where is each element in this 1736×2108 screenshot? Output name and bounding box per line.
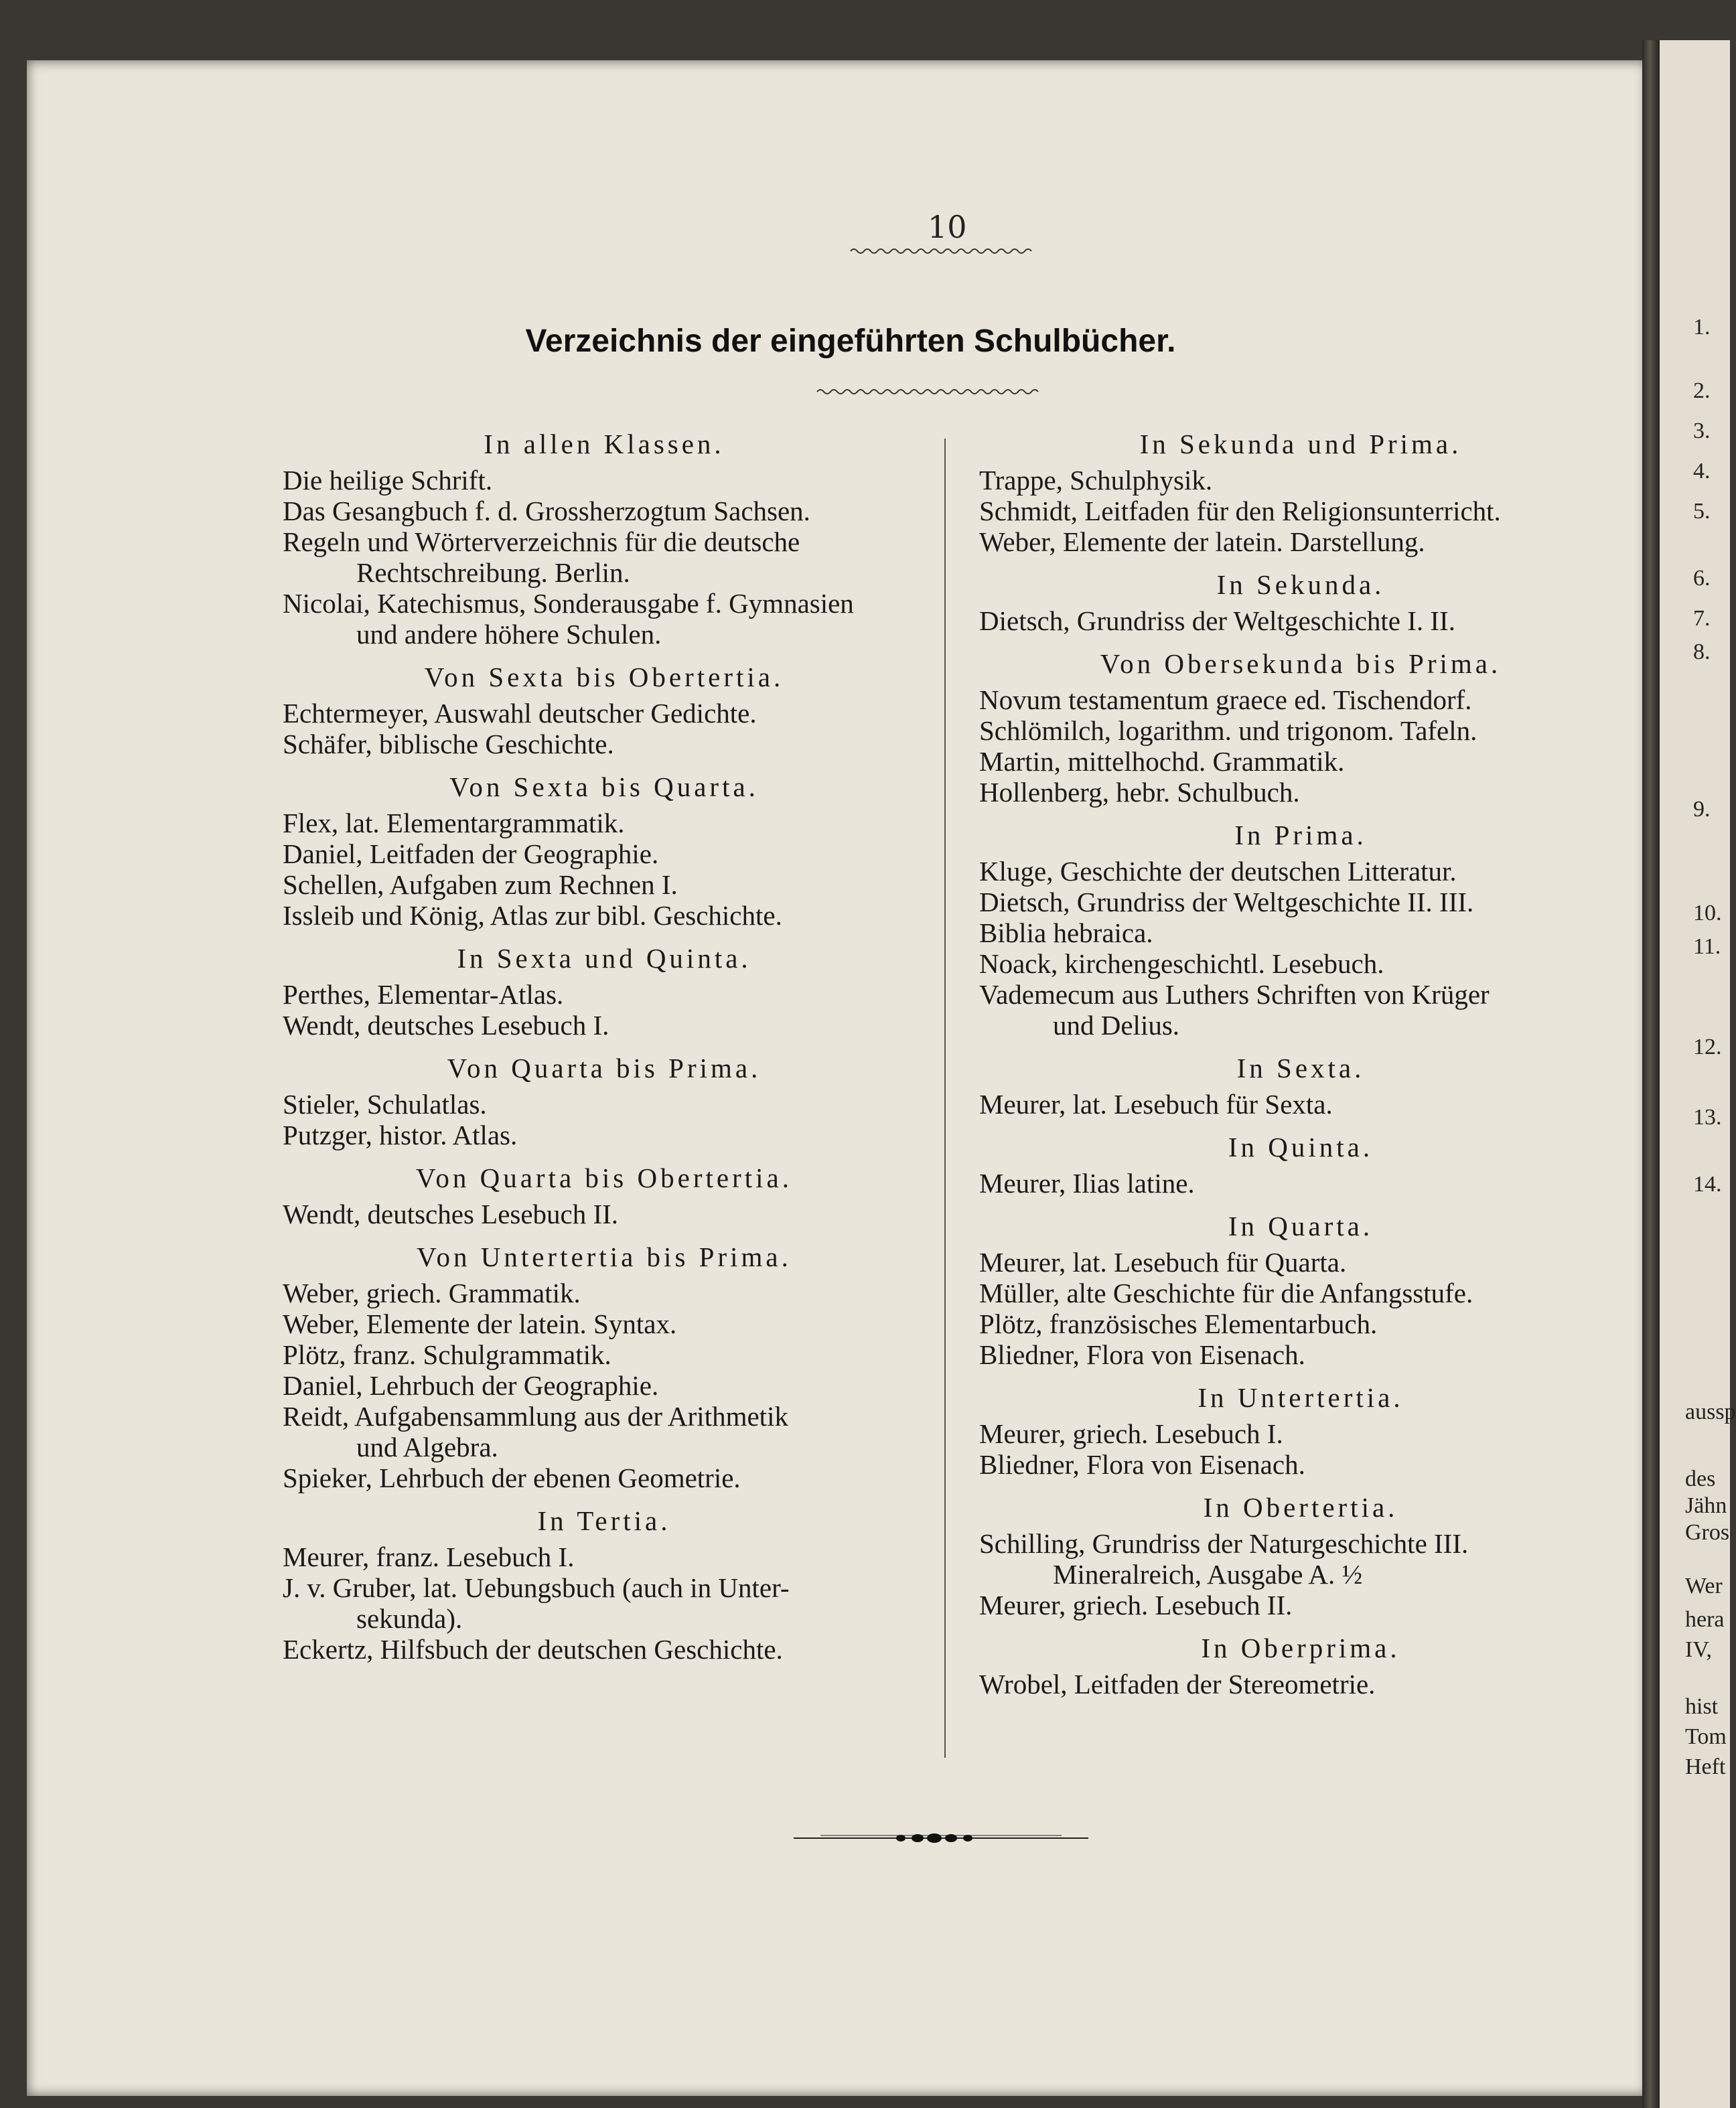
book-entry: [979, 917, 1622, 948]
left-column: [283, 429, 926, 1665]
book-entry-text: Wrobel, Leitfaden der Stereometrie.: [979, 1669, 1376, 1700]
book-entry-text: Nicolai, Katechismus, Sonderausgabe f. Gymnasien: [283, 588, 854, 619]
book-entry-text: Dietsch, Grundriss der Weltgeschichte II. III.: [979, 887, 1474, 917]
book-entry-text: Dietsch, Grundriss der Weltgeschichte I. II.: [979, 605, 1455, 636]
book-entry-text: Reidt, Aufgabensammlung aus der Arithmetik: [283, 1401, 788, 1432]
book-entry: [979, 1168, 1622, 1199]
book-entry-text: Schmidt, Leitfaden für den Religionsunterricht.: [979, 496, 1501, 526]
page-number-underline: [851, 246, 1031, 256]
book-entry-text: Novum testamentum graece ed. Tischendorf.: [979, 684, 1472, 715]
adjacent-page-fragment: 3.: [1693, 419, 1711, 443]
book-entry: [979, 777, 1622, 808]
book-entry: [283, 808, 926, 838]
adjacent-page-fragment: Gros: [1685, 1520, 1730, 1545]
book-entry: [283, 869, 926, 900]
book-entry-continuation: und andere höhere Schulen.: [356, 619, 662, 650]
section-heading: Von Untertertia bis Prima.: [417, 1241, 792, 1272]
book-entry-text: Eckertz, Hilfsbuch der deutschen Geschichte.: [283, 1634, 783, 1665]
book-entry-continuation: Rechtschreibung. Berlin.: [356, 557, 630, 588]
section-heading: In Tertia.: [537, 1505, 671, 1536]
adjacent-page-fragment: Wer: [1685, 1574, 1723, 1598]
adjacent-page-fragment: hera: [1685, 1607, 1725, 1632]
adjacent-page-fragment: 2.: [1693, 378, 1711, 403]
book-entry-text: Meurer, lat. Lesebuch für Sexta.: [979, 1089, 1333, 1120]
book-entry: [283, 698, 926, 729]
book-entry-text: Schäfer, biblische Geschichte.: [283, 729, 614, 759]
book-entry-text: Biblia hebraica.: [979, 917, 1153, 948]
book-entry-text: Spieker, Lehrbuch der ebenen Geometrie.: [283, 1462, 741, 1493]
book-entry: [283, 1541, 926, 1572]
adjacent-page-fragment: IV,: [1685, 1637, 1712, 1662]
book-entry-text: Schlömilch, logarithm. und trigonom. Tafeln.: [979, 715, 1477, 746]
book-entry: [283, 1462, 926, 1493]
book-spine: [1642, 40, 1661, 2108]
adjacent-page-fragment: 1.: [1693, 315, 1711, 340]
section-heading: In Obertertia.: [1203, 1492, 1398, 1523]
section-heading: In Oberprima.: [1201, 1633, 1400, 1663]
section-heading: In Quinta.: [1228, 1132, 1374, 1162]
book-entry: [979, 715, 1622, 746]
book-entry-text: Das Gesangbuch f. d. Grossherzogtum Sachsen.: [283, 496, 810, 526]
book-entry: [979, 684, 1622, 715]
book-entry-text: Issleib und König, Atlas zur bibl. Geschichte.: [283, 900, 782, 931]
book-entry-text: Weber, Elemente der latein. Darstellung.: [979, 526, 1425, 557]
adjacent-page-fragment: 11.: [1693, 934, 1721, 959]
book-entry-text: Stieler, Schulatlas.: [283, 1089, 487, 1120]
book-entry: [283, 526, 926, 588]
book-entry-continuation: sekunda).: [356, 1603, 463, 1634]
book-entry-text: Meurer, franz. Lesebuch I.: [283, 1541, 575, 1572]
book-entry: [283, 1199, 926, 1229]
section-heading: Von Sexta bis Quarta.: [449, 771, 759, 802]
title-underline: [817, 387, 1038, 396]
book-entry-text: Flex, lat. Elementargrammatik.: [283, 808, 625, 838]
book-entry: [979, 1247, 1622, 1278]
adjacent-page-fragment: Jähn: [1685, 1493, 1727, 1518]
book-entry-text: Meurer, Ilias latine.: [979, 1168, 1195, 1199]
book-entry: [283, 465, 926, 496]
book-entry: [283, 588, 926, 650]
book-entry: [283, 1339, 926, 1370]
book-entry: [283, 1278, 926, 1308]
book-entry: [283, 979, 926, 1010]
book-entry-continuation: Mineralreich, Ausgabe A. ½: [1053, 1559, 1363, 1590]
book-entry-text: Die heilige Schrift.: [283, 465, 493, 496]
adjacent-page-fragment: 9.: [1693, 797, 1711, 822]
book-entry: [979, 746, 1622, 777]
book-entry-text: Schellen, Aufgaben zum Rechnen I.: [283, 869, 678, 900]
book-entry: [283, 1370, 926, 1401]
book-entry: [283, 496, 926, 526]
adjacent-page-fragment: Heft: [1685, 1754, 1726, 1779]
book-entry-text: Daniel, Lehrbuch der Geographie.: [283, 1370, 659, 1401]
book-entry: [283, 1089, 926, 1120]
book-entry: [979, 948, 1622, 979]
book-entry: [979, 526, 1622, 557]
page-number: 10: [928, 209, 967, 245]
section-heading: In Sexta und Quinta.: [457, 943, 751, 974]
book-entry: [979, 1528, 1622, 1590]
book-entry: [283, 729, 926, 759]
book-entry: [979, 1308, 1622, 1339]
book-entry-text: Regeln und Wörterverzeichnis für die deutsche: [283, 526, 800, 557]
book-entry-text: Plötz, franz. Schulgrammatik.: [283, 1339, 611, 1370]
section-heading: Von Quarta bis Obertertia.: [416, 1162, 792, 1193]
book-entry: [979, 1590, 1622, 1621]
book-entry: [283, 1634, 926, 1665]
book-entry: [979, 979, 1622, 1041]
book-entry-text: Meurer, lat. Lesebuch für Quarta.: [979, 1247, 1347, 1278]
book-entry-text: Schilling, Grundriss der Naturgeschichte III.: [979, 1528, 1469, 1559]
adjacent-page-fragment: 8.: [1693, 639, 1711, 664]
book-entry-text: Müller, alte Geschichte für die Anfangsstufe.: [979, 1278, 1473, 1308]
book-entry: [979, 605, 1622, 636]
section-heading: Von Obersekunda bis Prima.: [1100, 648, 1502, 679]
book-entry: [283, 1572, 926, 1634]
book-entry-text: Daniel, Leitfaden der Geographie.: [283, 838, 659, 869]
section-heading: In Quarta.: [1228, 1211, 1374, 1241]
adjacent-page-fragment: 7.: [1693, 606, 1711, 631]
adjacent-page-fragment: 4.: [1693, 459, 1711, 483]
book-entry-text: Meurer, griech. Lesebuch II.: [979, 1590, 1293, 1621]
book-entry-text: Wendt, deutsches Lesebuch I.: [283, 1010, 609, 1041]
book-entry: [979, 1449, 1622, 1480]
adjacent-page-fragment: 5.: [1693, 499, 1711, 524]
book-entry-continuation: und Delius.: [1053, 1010, 1180, 1041]
section-heading: In allen Klassen.: [484, 429, 725, 459]
adjacent-page-fragment: 6.: [1693, 566, 1711, 591]
book-entry: [283, 1010, 926, 1041]
book-entry: [979, 465, 1622, 496]
book-entry: [979, 1278, 1622, 1308]
book-entry-text: Noack, kirchengeschichtl. Lesebuch.: [979, 948, 1384, 979]
book-entry-text: Plötz, französisches Elementarbuch.: [979, 1308, 1378, 1339]
book-entry-text: J. v. Gruber, lat. Uebungsbuch (auch in Unter-: [283, 1572, 790, 1603]
end-ornament: [794, 1828, 1088, 1848]
book-entry: [283, 1401, 926, 1462]
book-entry: [283, 838, 926, 869]
book-entry: [979, 1339, 1622, 1370]
book-entry-text: Trappe, Schulphysik.: [979, 465, 1213, 496]
section-heading: In Untertertia.: [1198, 1382, 1404, 1413]
adjacent-page-fragment: aussp: [1685, 1400, 1736, 1424]
book-entry-text: Vademecum aus Luthers Schriften von Krüger: [979, 979, 1490, 1010]
book-entry-text: Meurer, griech. Lesebuch I.: [979, 1418, 1283, 1449]
book-entry-text: Weber, Elemente der latein. Syntax.: [283, 1308, 677, 1339]
adjacent-page-fragment: des: [1685, 1466, 1716, 1491]
book-entry-text: Martin, mittelhochd. Grammatik.: [979, 746, 1345, 777]
book-entry: [979, 496, 1622, 526]
book-entry: [979, 1089, 1622, 1120]
page-title: Verzeichnis der eingeführten Schulbücher.: [525, 323, 1176, 359]
adjacent-page-fragment: 13.: [1693, 1105, 1722, 1130]
section-heading: Von Quarta bis Prima.: [447, 1053, 762, 1083]
book-entry-text: Wendt, deutsches Lesebuch II.: [283, 1199, 619, 1229]
adjacent-page-fragment: Tom: [1685, 1724, 1727, 1749]
book-entry-text: Bliedner, Flora von Eisenach.: [979, 1449, 1305, 1480]
book-entry: [979, 856, 1622, 887]
adjacent-page-fragment: 10.: [1693, 901, 1722, 925]
book-entry-text: Putzger, histor. Atlas.: [283, 1120, 518, 1150]
book-entry-text: Bliedner, Flora von Eisenach.: [979, 1339, 1305, 1370]
book-entry: [979, 887, 1622, 917]
section-heading: In Prima.: [1234, 820, 1367, 850]
book-entry-text: Perthes, Elementar-Atlas.: [283, 979, 564, 1010]
section-heading: In Sexta.: [1236, 1053, 1365, 1083]
column-divider: [944, 439, 946, 1758]
book-entry: [283, 1120, 926, 1150]
section-heading: In Sekunda.: [1216, 569, 1385, 600]
book-entry: [979, 1669, 1622, 1700]
document-page: [27, 60, 1648, 2096]
adjacent-page-fragment: 12.: [1693, 1035, 1722, 1059]
book-entry: [283, 1308, 926, 1339]
right-column: [979, 429, 1622, 1700]
book-entry-text: Echtermeyer, Auswahl deutscher Gedichte.: [283, 698, 757, 729]
adjacent-page-edge: [1660, 40, 1736, 2108]
adjacent-page-fragment: 14.: [1693, 1172, 1722, 1197]
book-entry-text: Hollenberg, hebr. Schulbuch.: [979, 777, 1300, 808]
book-entry: [979, 1418, 1622, 1449]
book-entry-text: Kluge, Geschichte der deutschen Litteratur.: [979, 856, 1457, 887]
section-heading: Von Sexta bis Obertertia.: [424, 662, 784, 692]
section-heading: In Sekunda und Prima.: [1139, 429, 1462, 459]
adjacent-page-fragment: hist: [1685, 1694, 1719, 1719]
book-entry-text: Weber, griech. Grammatik.: [283, 1278, 581, 1308]
book-entry: [283, 900, 926, 931]
book-entry-continuation: und Algebra.: [356, 1432, 498, 1462]
